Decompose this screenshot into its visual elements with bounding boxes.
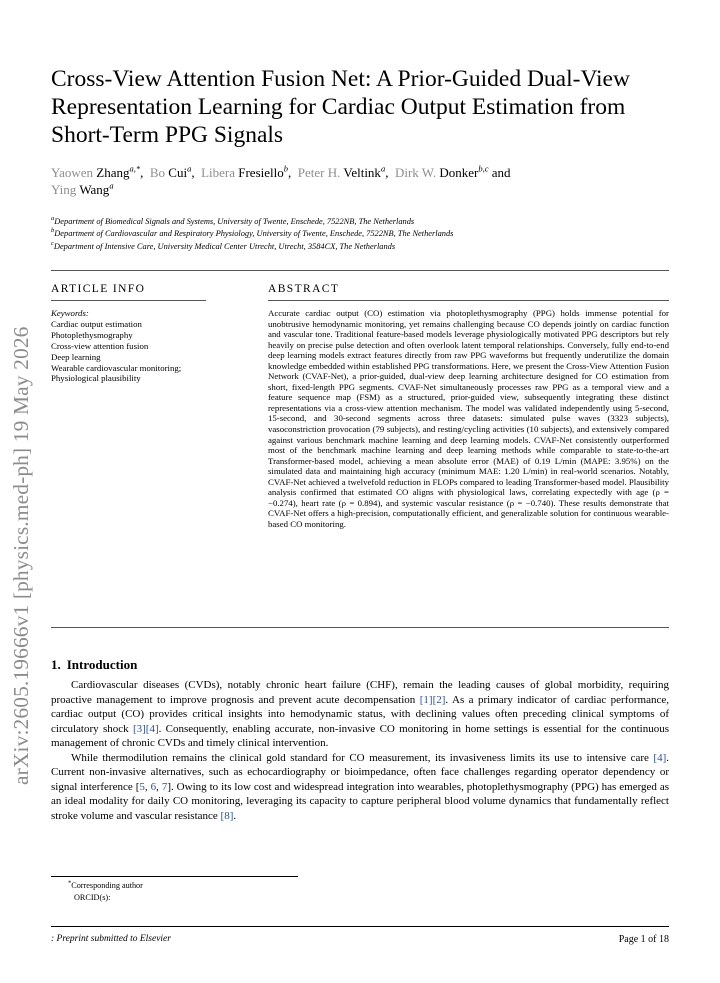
- citation-link[interactable]: 5: [139, 780, 145, 793]
- citation-link[interactable]: 7: [161, 780, 168, 793]
- citation-link[interactable]: [8]: [220, 809, 234, 822]
- page-number: Page 1 of 18: [618, 934, 669, 945]
- affiliation: $^b$Department of Cardiovascular and Respiratory Physiology, University of Twente, Enschede, 7522NB, The Netherlands: [51, 227, 454, 239]
- citation-link[interactable]: [4]: [145, 722, 159, 735]
- author[interactable]: Dirk W. Donker$^{b,c}$: [394, 163, 489, 180]
- keywords-block: [51, 308, 251, 384]
- affiliation: $^a$Department of Biomedical Signals and Systems, University of Twente, Enschede, 7522NB, The Netherlands: [51, 215, 415, 226]
- keyword: Cross-view attention fusion: [51, 340, 149, 351]
- author-conjunction: and: [491, 165, 511, 180]
- author-list: Yaowen Zhang$^{a,*}$, Bo Cui$^a$, Libera Fresiello$^b$, Peter H. Veltink$^a$, Dirk W. Donker$^{b,c}$ and Ying Wang$^a$: [51, 163, 511, 197]
- footnote-divider: [51, 876, 298, 877]
- article-info-heading: ARTICLE INFO: [51, 283, 146, 295]
- keywords-label: Keywords:: [51, 308, 89, 318]
- keyword: Wearable cardiovascular monitoring;: [51, 362, 182, 373]
- keyword: Photoplethysmography: [51, 329, 133, 340]
- footer-journal-note: : Preprint submitted to Elsevier: [51, 934, 171, 944]
- affiliation: $^c$Department of Intensive Care, University Medical Center Utrecht, Utrecht, 3584CX, The Netherlands: [51, 240, 396, 251]
- intro-paragraph-1: Cardiovascular diseases (CVDs), notably chronic heart failure (CHF), remain the leading causes of global morbidity, requiring proactive management to improve prognosis and prevent acute decompensation [1][2]. As a primary indicator of cardiac performance, cardiac output (CO) provides critical insights into hemodynamic status, with declining values often preceding clinical symptoms of circulatory shock [3][4]. Consequently, enabling accurate, non-invasive CO monitoring in home settings is essential for the continuous management of chronic CVDs and timely clinical intervention.: [51, 679, 669, 750]
- author[interactable]: Peter H. Veltink$^a$: [297, 163, 386, 180]
- abstract-bottom-divider: [51, 627, 669, 628]
- section-heading-introduction: 1. Introduction: [51, 657, 138, 672]
- introduction-body: [51, 678, 669, 823]
- footnote: [68, 880, 368, 904]
- paper-title: Cross-View Attention Fusion Net: A Prior-Guided Dual-View Representation Learning for Cardiac Output Estimation from Short-Term PPG Signals: [51, 66, 630, 148]
- orcid-note: ORCID(s):: [74, 893, 111, 902]
- article-info-underline: [51, 300, 206, 301]
- author[interactable]: Yaowen Zhang$^{a,*}$: [51, 163, 141, 180]
- header-divider: [51, 270, 669, 271]
- abstract-text: Accurate cardiac output (CO) estimation via photoplethysmography (PPG) holds immense potential for unobtrusive hemodynamic monitoring, yet remains challenging because CO depends jointly on cardiac function and vascular tone. Traditional feature-based models leverage physiologically motivated PPG descriptors but rely heavily on precise pulse detection and often overlook latent temporal relationships. Conversely, fully end-to-end deep learning models extract features directly from raw PPG waveforms but frequently underutilize the domain knowledge embedded within established PPG transformations. Here, we present the Cross-View Attention Fusion Network (CVAF-Net), a prior-guided, dual-view deep learning architecture designed for CO estimation from short, fixed-length PPG segments. CVAF-Net simultaneously processes raw PPG as a temporal view and a feature sequence map (FSM) as a structured, prior-guided view, subsequently integrating these distinct representations via a cross-view attention mechanism. The model was validated independently using 5-second, 15-second, and 30-second segments across three datasets: simulated pulse waves (3323 subjects), vasoconstriction provocation (79 subjects), and resting/cycling activities (10 subjects), and extensively compared against various benchmark machine learning and deep learning models. CVAF-Net consistently outperformed most of the benchmark machine learning and deep learning methods while comparable to state-to-the-art Transformer-based model, achieving a mean absolute error (MAE) of 0.19 L/min (MAPE: 3.95%) on the simulated data and maintaining high accuracy (minimum MAE: 1.20 L/min) in real-world scenarios. Notably, CVAF-Net achieved a twelvefold reduction in FLOPs compared to leading Transformer-based model. Plausibility analysis confirmed that estimated CO aligns with physiological laws, correlating expectedly with age (ρ = −0.274), heart rate (ρ = 0.894), and systemic vascular resistance (ρ = −0.740). These results demonstrate that CVAF-Net offers a high-precision, computationally efficient, and generalizable solution for continuous wearable-based CO monitoring.: [268, 308, 669, 529]
- citation-link[interactable]: [1]: [419, 693, 433, 706]
- citation-link[interactable]: 6: [150, 780, 157, 793]
- intro-paragraph-2: While thermodilution remains the clinical gold standard for CO measurement, its invasiveness limits its use to intensive care [4]. Current non-invasive alternatives, such as echocardiography or bioimpedance, often face challenges regarding operator dependency or signal interference [5, 6, 7]. Owing to its low cost and widespread integration into wearables, photoplethysmography (PPG) has emerged as an ideal modality for daily CO monitoring, leveraging its capacity to capture peripheral blood volume dynamics that fundamentally reflect stroke volume and vascular resistance [8].: [51, 751, 670, 822]
- abstract-underline: [268, 300, 669, 301]
- keyword: Physiological plausibility: [51, 373, 141, 384]
- footer-divider: [51, 926, 669, 927]
- citation-link[interactable]: [2]: [432, 693, 446, 706]
- abstract-heading: ABSTRACT: [268, 283, 340, 295]
- author[interactable]: Bo Cui$^a$: [149, 163, 192, 180]
- corresponding-author-note: *Corresponding author: [68, 879, 143, 890]
- citation-link[interactable]: [4]: [653, 751, 667, 764]
- arxiv-identifier: arXiv:2605.19666v1 [physics.med-ph] 19 May 2026: [9, 326, 33, 785]
- citation-link[interactable]: [3]: [132, 722, 146, 735]
- keyword: Cardiac output estimation: [51, 318, 142, 329]
- author[interactable]: Libera Fresiello$^b$: [201, 163, 288, 180]
- keyword: Deep learning: [51, 351, 101, 362]
- author[interactable]: Ying Wang$^a$: [51, 180, 114, 197]
- affiliations: [51, 216, 671, 253]
